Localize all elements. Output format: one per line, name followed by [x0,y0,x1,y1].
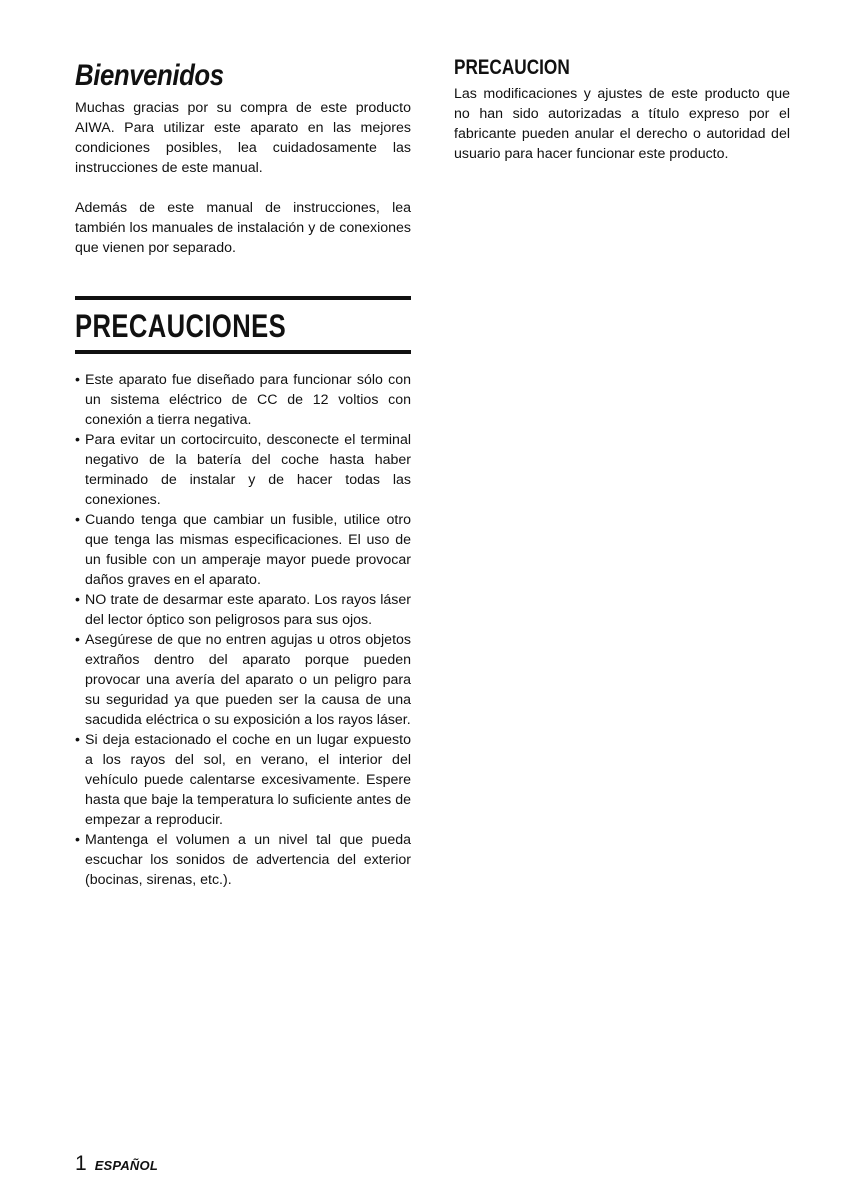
welcome-paragraph-1: Muchas gracias por su compra de este producto AIWA. Para utilizar este aparato en las mejores condiciones posibles, lea cuidadosamente las instrucciones de este manual. [75,100,411,176]
list-item-text: Si deja estacionado el coche en un lugar expuesto a los rayos del sol, en verano, el interior del vehículo puede calentarse excesivamente. Espere hasta que baje la temperatura lo suficiente antes de empezar a reproducir. [85,732,411,828]
bullet-icon: • [75,732,80,748]
page-number: 1 [75,1152,87,1175]
page-footer [75,1152,158,1176]
bullet-icon: • [75,832,80,848]
list-item [75,430,411,510]
section-rule-bottom [75,350,411,354]
precaucion-text: Las modificaciones y ajustes de este producto que no han sido autorizadas a título expreso por el fabricante pueden anular el derecho o autoridad del usuario para hacer funcionar este producto. [454,86,790,162]
welcome-title: Bienvenidos [75,59,224,92]
bullet-icon: • [75,432,80,448]
list-item [75,510,411,590]
list-item [75,730,411,830]
list-item [75,370,411,430]
bullet-icon: • [75,632,80,648]
precauciones-title: PRECAUCIONES [75,308,287,344]
list-item [75,590,411,630]
precaucion-title: PRECAUCION [454,56,570,79]
list-item [75,830,411,890]
right-column [454,56,790,164]
bullet-icon: • [75,592,80,608]
list-item [75,630,411,730]
list-item-text: Cuando tenga que cambiar un fusible, utilice otro que tenga las mismas especificaciones. El uso de un fusible con un amperaje mayor puede provocar daños graves en el aparato. [85,512,411,588]
precauciones-section [75,296,411,890]
section-rule-top [75,296,411,300]
bullet-icon: • [75,512,80,528]
bullet-icon: • [75,372,80,388]
language-label: ESPAÑOL [94,1158,158,1173]
list-item-text: NO trate de desarmar este aparato. Los rayos láser del lector óptico son peligrosos para sus ojos. [85,592,411,628]
precauciones-list [75,370,411,890]
list-item-text: Mantenga el volumen a un nivel tal que pueda escuchar los sonidos de advertencia del exterior (bocinas, sirenas, etc.). [85,832,411,888]
left-column [75,52,411,890]
list-item-text: Asegúrese de que no entren agujas u otros objetos extraños dentro del aparato porque pueden provocar una avería del aparato o un peligro para su seguridad ya que pueden ser la causa de una sacudida eléctrica o su exposición a los rayos láser. [85,632,411,728]
list-item-text: Este aparato fue diseñado para funcionar sólo con un sistema eléctrico de CC de 12 voltios con conexión a tierra negativa. [85,372,411,428]
list-item-text: Para evitar un cortocircuito, desconecte el terminal negativo de la batería del coche hasta haber terminado de instalar y de hacer todas las conexiones. [85,432,411,508]
welcome-paragraph-2: Además de este manual de instrucciones, lea también los manuales de instalación y de conexiones que vienen por separado. [75,200,411,256]
